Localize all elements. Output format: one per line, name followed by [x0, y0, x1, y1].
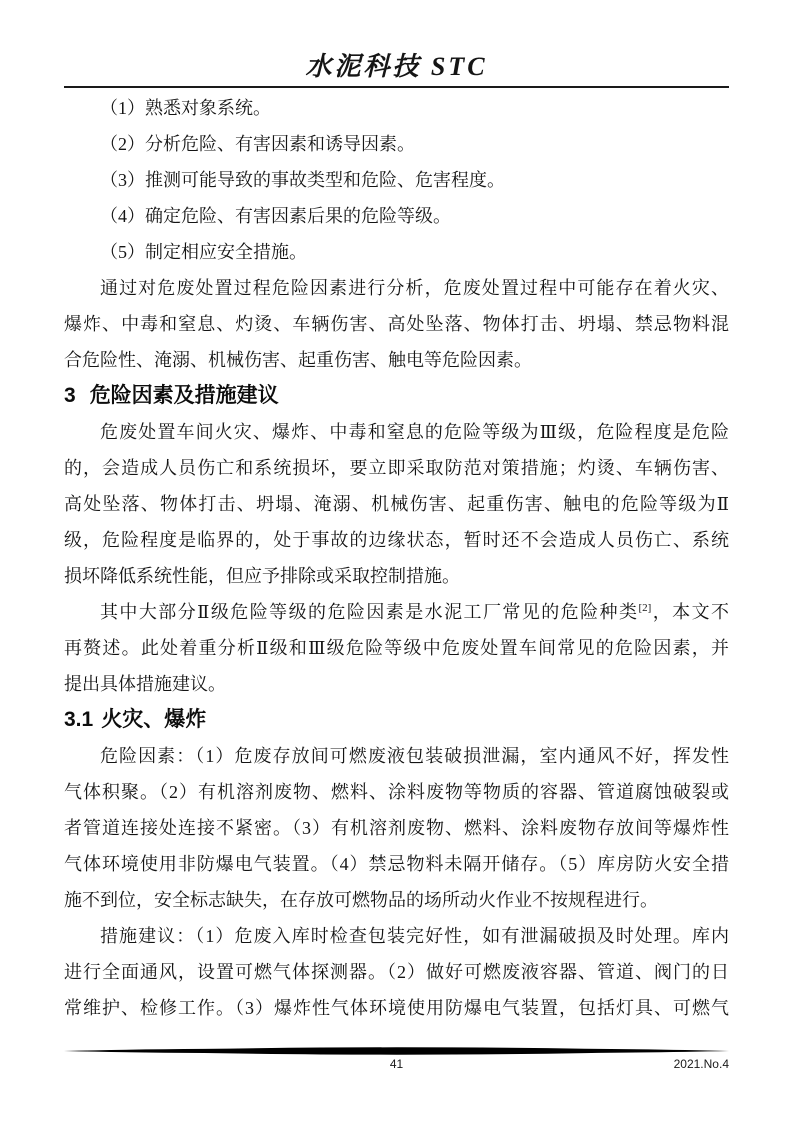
text-line: 者管道连接处连接不紧密。（3）有机溶剂废物、燃料、涂料废物存放间等爆炸性	[64, 818, 729, 838]
text-line: 危废处置车间火灾、爆炸、中毒和窒息的危险等级为Ⅲ级，危险程度是危险	[100, 422, 729, 442]
text-line: 级，危险程度是临界的，处于事故的边缘状态，暂时还不会造成人员伤亡、系统	[64, 530, 729, 550]
text-line: 气体环境使用非防爆电气装置。（4）禁忌物料未隔开储存。（5）库房防火安全措	[64, 854, 729, 874]
page-number: 41	[389, 1057, 404, 1071]
text-line: 再赘述。此处着重分析Ⅱ级和Ⅲ级危险等级中危废处置车间常见的危险因素，并	[64, 638, 729, 658]
text-line: 的，会造成人员伤亡和系统损坏，要立即采取防范对策措施；灼烫、车辆伤害、	[64, 458, 729, 478]
issue-label: 2021.No.4	[673, 1057, 729, 1071]
text-line: 通过对危废处置过程危险因素进行分析，危废处置过程中可能存在着火灾、	[100, 278, 729, 298]
footer	[64, 1057, 729, 1075]
text-segment: ，本文不	[651, 602, 729, 622]
procedure-step: （2）分析危险、有害因素和诱导因素。	[100, 134, 415, 154]
text-line: 爆炸、中毒和窒息、灼烫、车辆伤害、高处坠落、物体打击、坍塌、禁忌物料混	[64, 314, 729, 334]
section-title: 危险因素及措施建议	[89, 384, 279, 407]
journal-title: 水泥科技 STC	[305, 52, 488, 81]
text-segment: 其中大部分Ⅱ级危险等级的危险因素是水泥工厂常见的危险种类	[100, 602, 639, 622]
text-line: 损坏降低系统性能，但应予排除或采取控制措施。	[64, 566, 460, 586]
text-line: 进行全面通风，设置可燃气体探测器。（2）做好可燃废液容器、管道、阀门的日	[64, 962, 729, 982]
procedure-step: （5）制定相应安全措施。	[100, 242, 307, 262]
section-title: 火灾、爆炸	[101, 708, 207, 731]
procedure-step: （3）推测可能导致的事故类型和危险、危害程度。	[100, 170, 505, 190]
citation-2: [2]	[638, 602, 652, 614]
header-rule	[64, 86, 729, 88]
paragraph-scope	[64, 594, 729, 702]
text-line: 施不到位，安全标志缺失，在存放可燃物品的场所动火作业不按规程进行。	[64, 890, 658, 910]
paragraph-risk-levels	[64, 414, 729, 594]
section-heading-3-1	[64, 702, 729, 738]
procedure-step: （4）确定危险、有害因素后果的危险等级。	[100, 206, 451, 226]
text-line: 提出具体措施建议。	[64, 674, 226, 694]
section-number: 3	[64, 384, 76, 407]
procedure-step: （1）熟悉对象系统。	[100, 98, 271, 118]
paragraph-overview	[64, 270, 729, 378]
article-body	[64, 90, 729, 1026]
text-line	[64, 594, 729, 630]
section-number: 3.1	[64, 708, 94, 731]
paragraph-hazards	[64, 738, 729, 918]
text-line: 高处坠落、物体打击、坍塌、淹溺、机械伤害、起重伤害、触电的危险等级为Ⅱ	[64, 494, 729, 514]
text-line: 危险因素：（1）危废存放间可燃废液包装破损泄漏，室内通风不好，挥发性	[100, 746, 729, 766]
text-line: 气体积聚。（2）有机溶剂废物、燃料、涂料废物等物质的容器、管道腐蚀破裂或	[64, 782, 729, 802]
section-heading-3	[64, 378, 729, 414]
text-line: 合危险性、淹溺、机械伤害、起重伤害、触电等危险因素。	[64, 350, 532, 370]
text-line: 常维护、检修工作。（3）爆炸性气体环境使用防爆电气装置，包括灯具、可燃气	[64, 998, 729, 1018]
text-line: 措施建议：（1）危废入库时检查包装完好性，如有泄漏破损及时处理。库内	[100, 926, 729, 946]
paragraph-measures	[64, 918, 729, 1026]
footer-divider-bar	[64, 1046, 729, 1056]
